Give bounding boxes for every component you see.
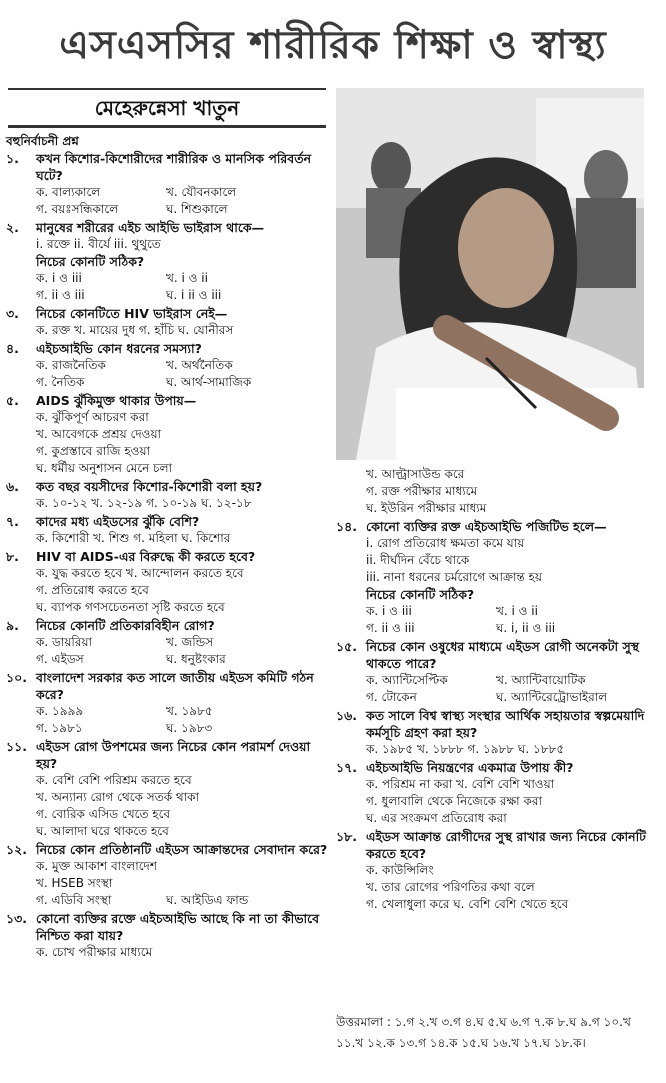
option: ঘ. এর সংক্রমণ প্রতিরোধ করা	[366, 811, 507, 825]
question-5: ৫. AIDS ঝুঁকিমুক্ত থাকার উপায়—	[6, 393, 197, 408]
options-inline: ক. রক্ত খ. মায়ের দুধ গ. হাঁচি ঘ. যোনীরস	[36, 323, 234, 337]
option: খ. আবেগকে প্রশ্রয় দেওয়া	[36, 427, 162, 441]
options-inline: ক. পরিশ্রম না করা খ. বেশি বেশি খাওয়া	[366, 777, 555, 791]
question-7: ৭. কাদের মধ্য এইডসের ঝুঁকি বেশি?	[6, 514, 200, 529]
option: খ. তার রোগের পরিণতির কথা বলে	[366, 880, 535, 894]
answer-key: উত্তরমালা : ১.গ ২.খ ৩.গ ৪.ঘ ৫.ঘ ৬.গ ৭.ক ৮.ঘ ৯.গ ১০.খ ১১.খ ১২.ক ১৩.গ ১৪.ক ১৫.ঘ ১৬.খ ১৭.ঘ ১৮.ক।	[336, 1015, 631, 1050]
option: গ. ধুলাবালি থেকে নিজেকে রক্ষা করা	[366, 794, 542, 808]
option: গ. রক্ত পরীক্ষার মাধ্যমে	[366, 484, 478, 498]
options-row: ক. বাল্যকালে খ. যৌবনকালে	[36, 185, 237, 199]
question-3: ৩. নিচের কোনটিতে HIV ভাইরাস নেই—	[6, 306, 228, 321]
option: খ. HSEB সংস্থা	[36, 876, 113, 890]
options-row: ক. অ্যান্টিসেপ্টিক খ. অ্যান্টিবায়োটিক	[366, 673, 586, 687]
option: ঘ. আলাদা ঘরে থাকতে হবে	[36, 824, 169, 838]
right-column	[336, 466, 646, 913]
option: ক. ঝুঁকিপূর্ণ আচরণ করা	[36, 410, 149, 424]
question-8: ৮. HIV বা AIDS-এর বিরুদ্ধে কী করতে হবে?	[6, 549, 256, 564]
question-16: ১৬. কত সালে বিশ্ব স্বাস্থ্য সংস্থার আর্থিক সহায়তার স্বল্পমেয়াদি কর্মসূচি গ্রহণ করা হয়?	[336, 708, 645, 740]
statement: ii. দীর্ঘদিন বেঁচে থাকে	[366, 553, 470, 567]
photo-illustration	[336, 88, 644, 460]
question-13: ১৩. কোনো ব্যক্তির রক্তে এইচআইভি আছে কি না তা কীভাবে নিশ্চিত করা যায়?	[6, 911, 320, 943]
divider	[8, 88, 326, 90]
question-18: ১৮. এইডস আক্রান্ত রোগীদের সুস্থ রাখার জন্য নিচের কোনটি করতে হবে?	[336, 829, 646, 861]
statement: i. রক্তে ii. বীর্যে iii. থুথুতে	[36, 237, 161, 251]
options-row: গ. এডিবি সংস্থা ঘ. আইডিএ ফান্ড	[36, 893, 249, 907]
page-title: এসএসসির শারীরিক শিক্ষা ও স্বাস্থ্য	[59, 23, 607, 68]
question-1: ১. কখন কিশোর-কিশোরীদের শারীরিক ও মানসিক পরিবর্তন ঘটে?	[6, 151, 312, 183]
options-row: গ. এইডস ঘ. ধনুষ্টংকার	[36, 652, 226, 666]
student-photo	[336, 88, 644, 460]
option: ক. চোখ পরীক্ষার মাধ্যমে	[36, 945, 153, 959]
question-17: ১৭. এইচআইভি নিয়ন্ত্রণের একমাত্র উপায় কী?	[336, 760, 574, 775]
question-prompt: নিচের কোনটি সঠিক?	[36, 254, 145, 269]
option: খ. আল্ট্রাসাউন্ড করে	[366, 467, 465, 481]
options-row: গ. টোকেন ঘ. অ্যান্টিরেট্রোভাইরাল	[366, 690, 608, 704]
options-row: গ. ii ও iii ঘ. i ii ও iii	[36, 288, 222, 302]
statement: i. রোগ প্রতিরোধ ক্ষমতা কমে যায়	[366, 536, 525, 550]
question-12: ১২. নিচের কোন প্রতিষ্ঠানটি এইডস আক্রান্তদের সেবাদান করে?	[6, 842, 328, 857]
options-row: গ. বয়ঃসন্ধিকালে ঘ. শিশুকালে	[36, 202, 228, 216]
question-10: ১০. বাংলাদেশ সরকার কত সালে জাতীয় এইডস কমিটি গঠন করে?	[6, 670, 314, 702]
question-2: ২. মানুষের শরীরের এইচ আইভি ভাইরাস থাকে—	[6, 220, 265, 235]
option: ক. বেশি বেশি পরিশ্রম করতে হবে	[36, 773, 192, 787]
options-row: ক. i ও iii খ. i ও ii	[36, 271, 208, 285]
left-column	[6, 133, 328, 961]
options-inline: গ. খেলাধুলা করে ঘ. বেশি বেশি খেতে হবে	[366, 897, 569, 911]
option: গ. প্রতিরোধ করতে হবে	[36, 583, 149, 597]
option: গ. কুপ্রস্তাবে রাজি হওয়া	[36, 444, 151, 458]
options-row: ক. ১৯৯৯ খ. ১৯৮৫	[36, 704, 213, 718]
author-name: মেহেরুন্নেসা খাতুন	[94, 96, 240, 120]
option: ক. কাউন্সিলিং	[366, 863, 434, 877]
option: খ. অন্যান্য রোগ থেকে সতর্ক থাকা	[36, 790, 200, 804]
statement: iii. নানা ধরনের চর্মরোগে আক্রান্ত হয়	[366, 570, 542, 584]
options-row: গ. ১৯৮১ ঘ. ১৯৮৩	[36, 721, 213, 735]
options-row: গ. ii ও iii ঘ. i, ii ও iii	[366, 621, 556, 635]
options-inline: ক. ১৯৮৫ খ. ১৮৮৮ গ. ১৯৮৮ ঘ. ১৮৮৫	[366, 742, 565, 756]
question-14: ১৪. কোনো ব্যক্তির রক্ত এইচআইভি পজিটিভ হলে—	[336, 519, 607, 534]
options-row: গ. নৈতিক ঘ. আর্থ-সামাজিক	[36, 375, 252, 389]
question-11: ১১. এইডস রোগ উপশমের জন্য নিচের কোন পরামর্শ দেওয়া হয়?	[6, 739, 311, 771]
options-row: ক. রাজনৈতিক খ. অর্থনৈতিক	[36, 358, 233, 372]
question-15: ১৫. নিচের কোন ওষুধের মাধ্যমে এইডস রোগী অনেকটা সুস্থ থাকতে পারে?	[336, 639, 640, 671]
options-inline: ক. কিশোরী খ. শিশু গ. মহিলা ঘ. কিশোর	[36, 531, 231, 545]
option: গ. বোরিক এসিড খেতে হবে	[36, 807, 171, 821]
options-row: ক. i ও iii খ. i ও ii	[366, 604, 538, 618]
question-9: ৯. নিচের কোনটি প্রতিকারবিহীন রোগ?	[6, 618, 215, 633]
question-4: ৪. এইচআইভি কোন ধরনের সমস্যা?	[6, 341, 202, 356]
options-inline: ক. ১০-১২ খ. ১২-১৯ গ. ১০-১৯ ঘ. ১২-১৮	[36, 496, 252, 510]
option: ঘ. ইউরিন পরীক্ষার মাধ্যম	[366, 501, 487, 515]
option: ঘ. ধর্মীয় অনুশাসন মেনে চলা	[36, 461, 173, 475]
options-inline: ক. যুদ্ধ করতে হবে খ. আন্দোলন করতে হবে	[36, 566, 244, 580]
section-heading: বহুনির্বাচনী প্রশ্ন	[6, 134, 79, 148]
option: ক. মুক্ত আকাশ বাংলাদেশ	[36, 859, 157, 873]
divider	[8, 125, 326, 128]
option: ঘ. ব্যাপক গণসচেতনতা সৃষ্টি করতে হবে	[36, 600, 225, 614]
question-6: ৬. কত বছর বয়সীদের কিশোর-কিশোরী বলা হয়?	[6, 479, 263, 494]
question-prompt: নিচের কোনটি সঠিক?	[366, 587, 475, 602]
options-row: ক. ডায়রিয়া খ. জন্ডিস	[36, 635, 214, 649]
